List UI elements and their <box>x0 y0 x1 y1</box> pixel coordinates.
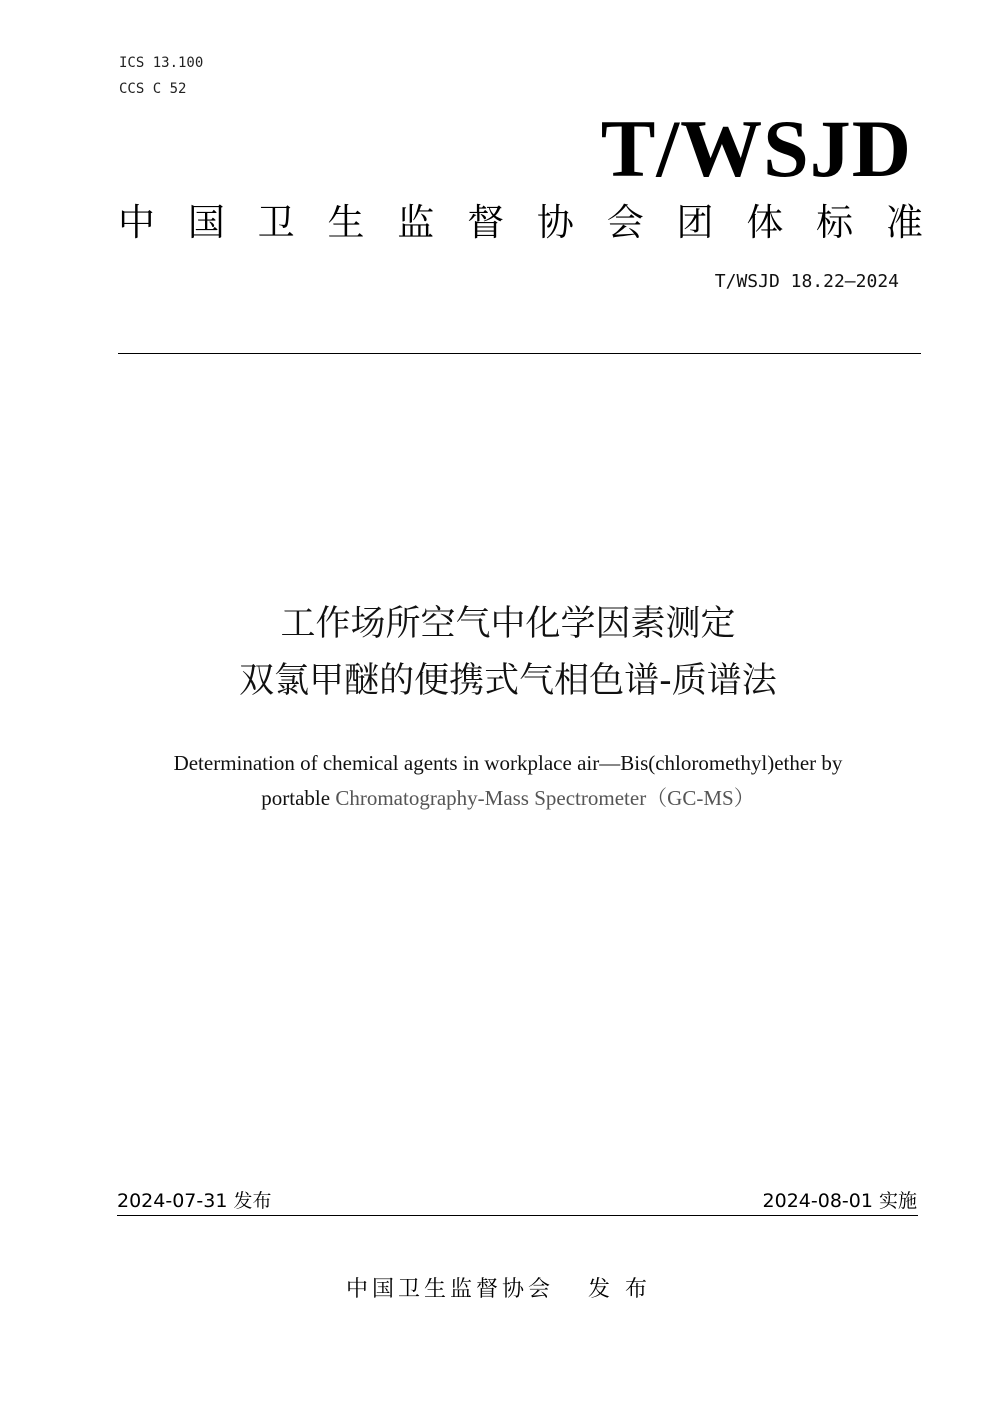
chinese-title-line-1: 工作场所空气中化学因素测定 <box>280 604 736 644</box>
publish-date: 2024-07-31 发布 <box>117 1190 272 1212</box>
english-title-line-2-lead: portable <box>261 786 336 810</box>
chinese-title <box>0 596 992 710</box>
english-title <box>110 746 906 816</box>
standard-number: T/WSJD 18.22—2024 <box>714 271 899 292</box>
chinese-title-line-2: 双氯甲醚的便携式气相色谱-质谱法 <box>239 661 777 701</box>
org-title-char: 会 <box>606 201 644 244</box>
classification-codes <box>119 50 203 102</box>
implementation-date: 2024-08-01 实施 <box>762 1190 917 1212</box>
organization-standard-title <box>118 198 923 248</box>
english-title-line-1: Determination of chemical agents in workplace air—Bis(chloromethyl)ether by <box>173 751 843 775</box>
org-title-char: 协 <box>536 201 574 244</box>
org-title-char: 体 <box>746 201 784 244</box>
header-divider <box>118 353 921 354</box>
english-title-line-2-method: Chromatography-Mass Spectrometer（GC-MS） <box>335 786 755 810</box>
org-title-char: 督 <box>467 201 505 244</box>
footer-divider <box>117 1215 918 1216</box>
org-title-char: 标 <box>816 201 854 244</box>
org-title-char: 卫 <box>257 201 295 244</box>
org-title-char: 生 <box>327 201 365 244</box>
english-title-line-2 <box>110 781 906 816</box>
publish-action: 发 布 <box>588 1277 652 1302</box>
publisher-line <box>346 1275 651 1305</box>
org-title-char: 团 <box>676 201 714 244</box>
org-title-char: 中 <box>118 201 155 244</box>
org-title-char: 准 <box>885 201 923 244</box>
ics-code: ICS 13.100 <box>119 55 204 71</box>
standard-brand-logo: T/WSJD <box>600 103 912 194</box>
org-title-char: 国 <box>187 201 225 244</box>
publisher-name: 中国卫生监督协会 <box>346 1277 555 1302</box>
org-title-char: 监 <box>397 201 435 244</box>
ccs-code: CCS C 52 <box>119 81 187 97</box>
